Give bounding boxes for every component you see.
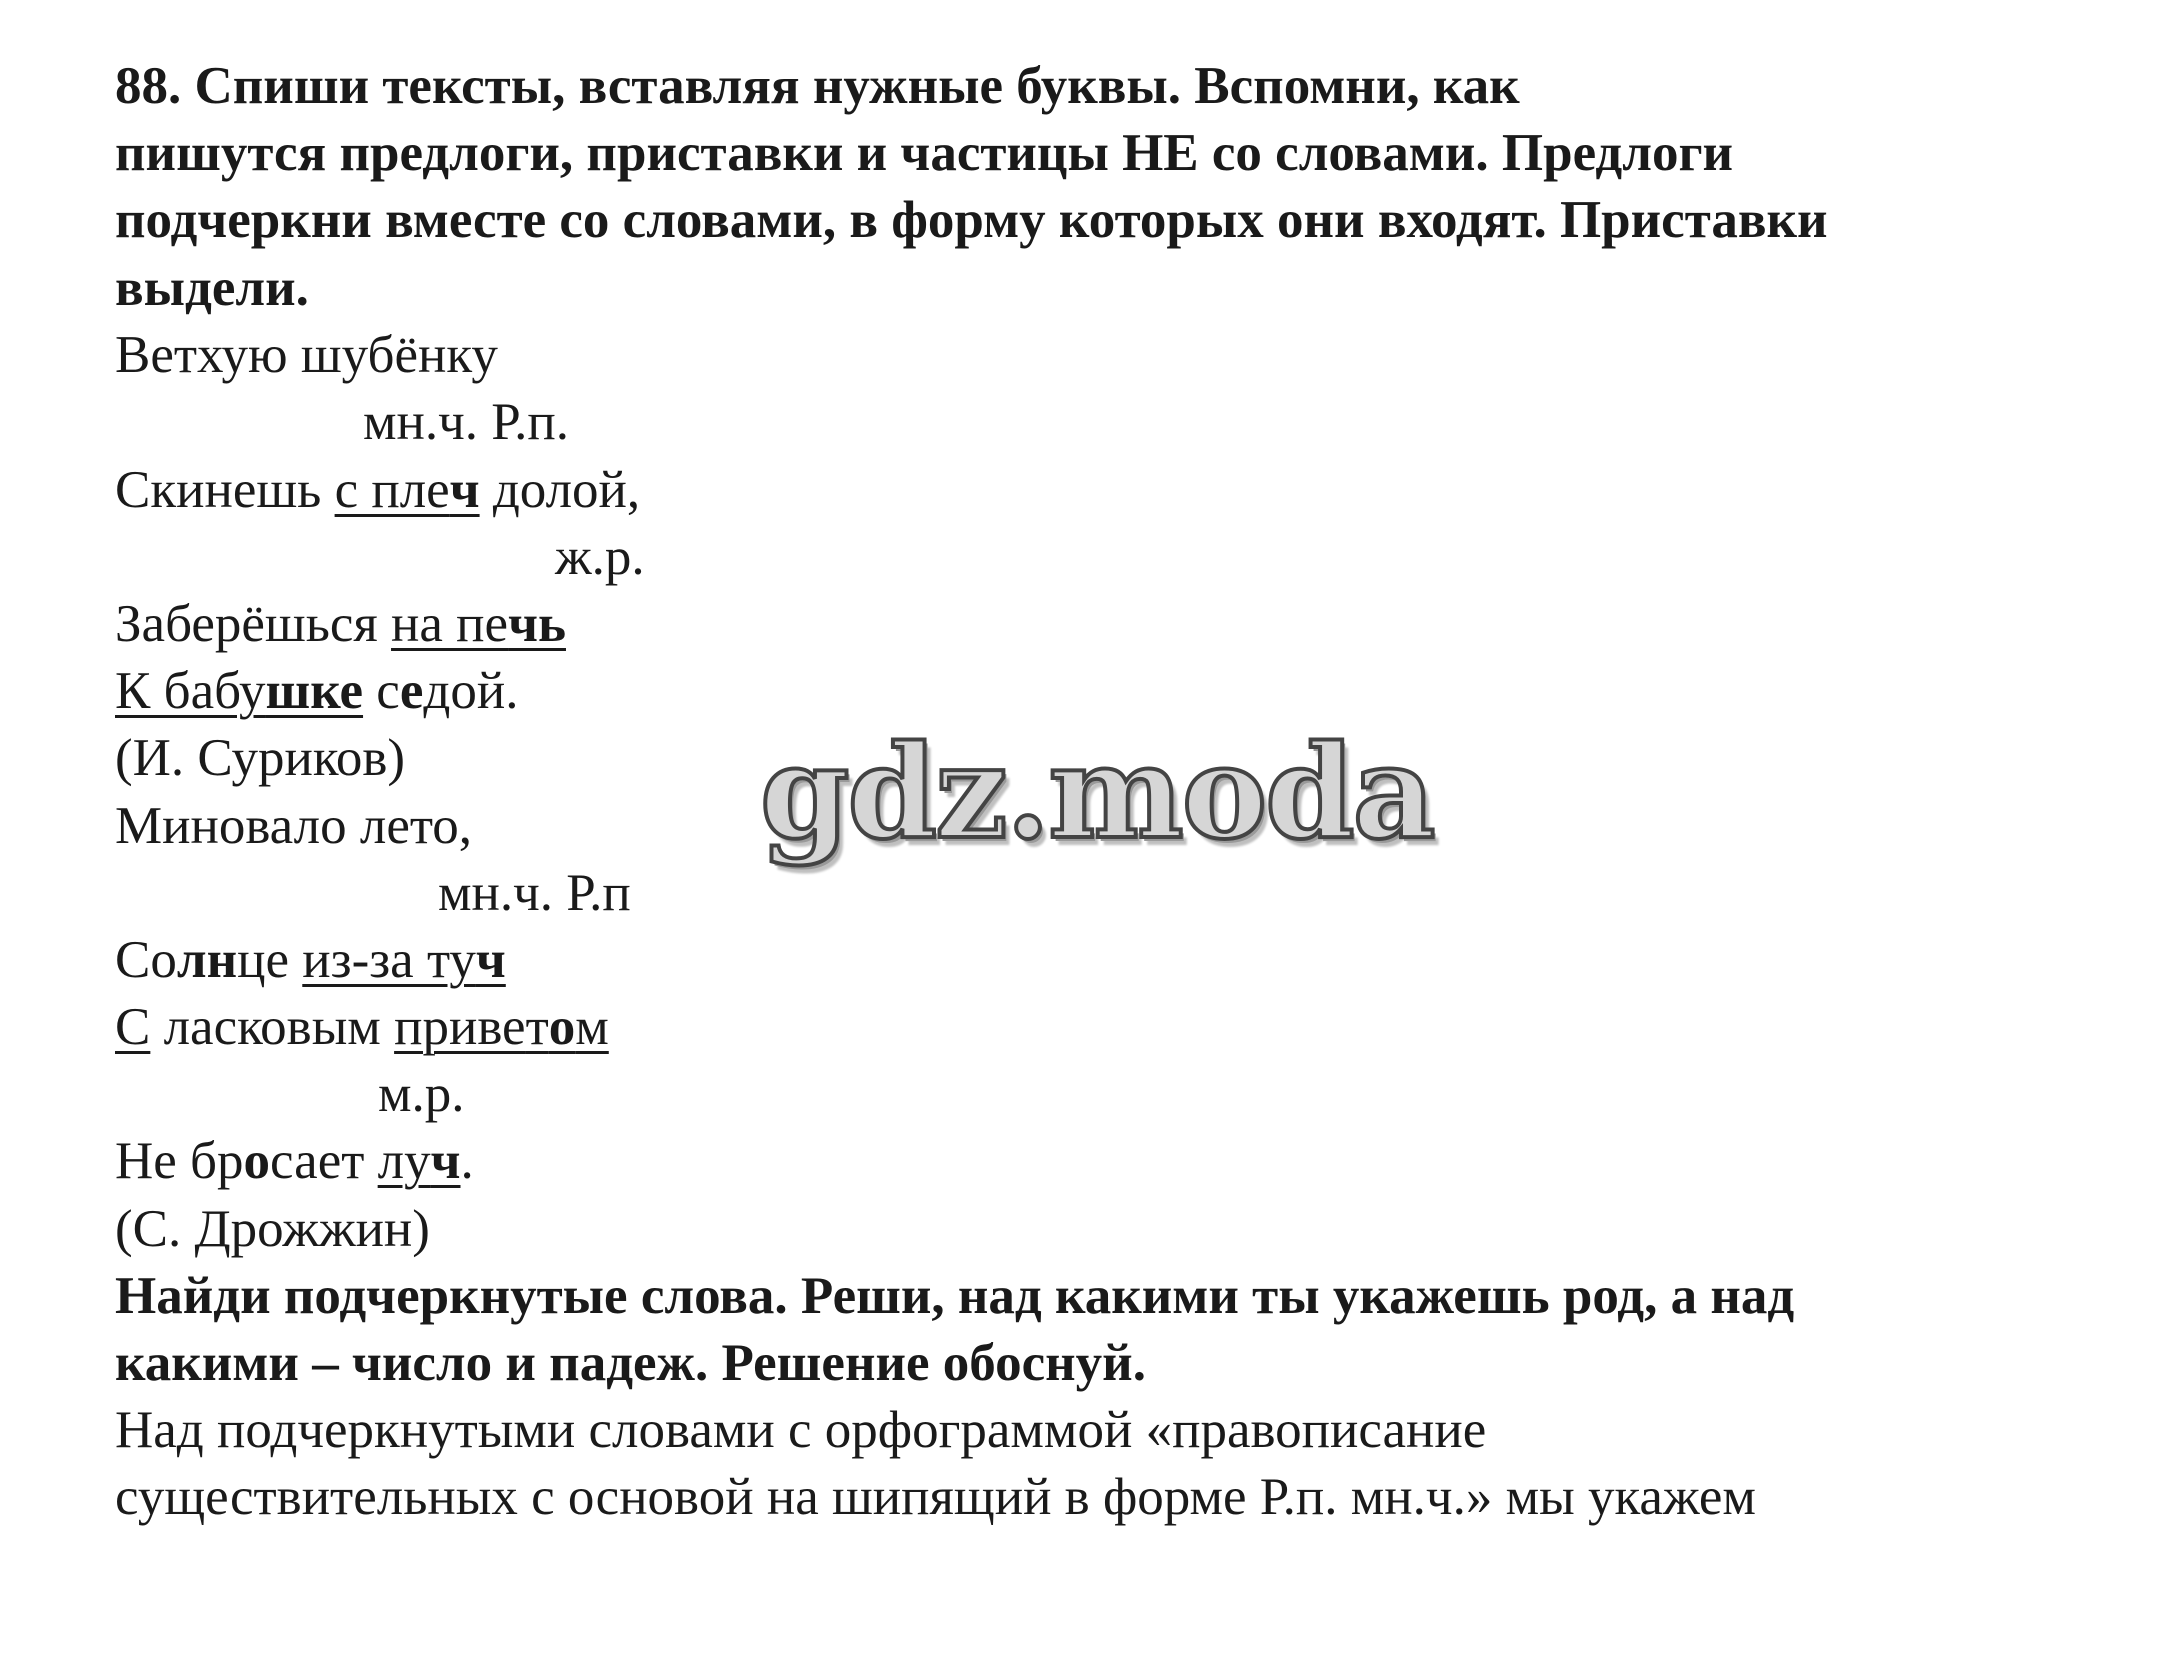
question-line-1: Найди подчеркнутые слова. Реши, над какими ты укажешь род, а над: [115, 1267, 1795, 1325]
question-line-2: какими – число и падеж. Решение обоснуй.: [115, 1334, 1146, 1392]
poem1-line-2: Скинешь с плеч долой,: [115, 461, 641, 519]
poem2-note-1: мн.ч. Р.п: [438, 864, 631, 922]
answer-line-1: Над подчеркнутыми словами с орфограммой «правописание: [115, 1401, 1487, 1459]
poem1-line-3: Заберёшься на печь: [115, 595, 566, 653]
poem2-line-4: Не бросает луч.: [115, 1132, 474, 1190]
task-line-2: пишутся предлоги, приставки и частицы НЕ со словами. Предлоги: [115, 124, 1734, 182]
poem1-line-4: К бабушке седой.: [115, 662, 519, 720]
task-line-1: 88. Спиши тексты, вставляя нужные буквы. Вспомни, как: [115, 57, 1520, 115]
poem1-note-2: ж.р.: [555, 528, 645, 586]
poem1-author: (И. Суриков): [115, 729, 406, 787]
poem1-note-1: мн.ч. Р.п.: [363, 393, 570, 451]
task-line-4: выдели.: [115, 259, 309, 317]
poem2-line-1: Миновало лето,: [115, 797, 473, 855]
poem2-line-2: Солнце из-за туч: [115, 931, 506, 989]
task-line-3: подчеркни вместе со словами, в форму которых они входят. Приставки: [115, 191, 1828, 249]
poem2-line-3: С ласковым приветом: [115, 998, 609, 1056]
poem1-line-1: Ветхую шубёнку: [115, 326, 498, 384]
poem2-note-2: м.р.: [378, 1065, 465, 1123]
poem2-author: (С. Дрожжин): [115, 1200, 430, 1258]
answer-line-2: существительных с основой на шипящий в форме Р.п. мн.ч.» мы укажем: [115, 1468, 1756, 1526]
watermark-logo: gdz.moda: [760, 718, 1434, 868]
